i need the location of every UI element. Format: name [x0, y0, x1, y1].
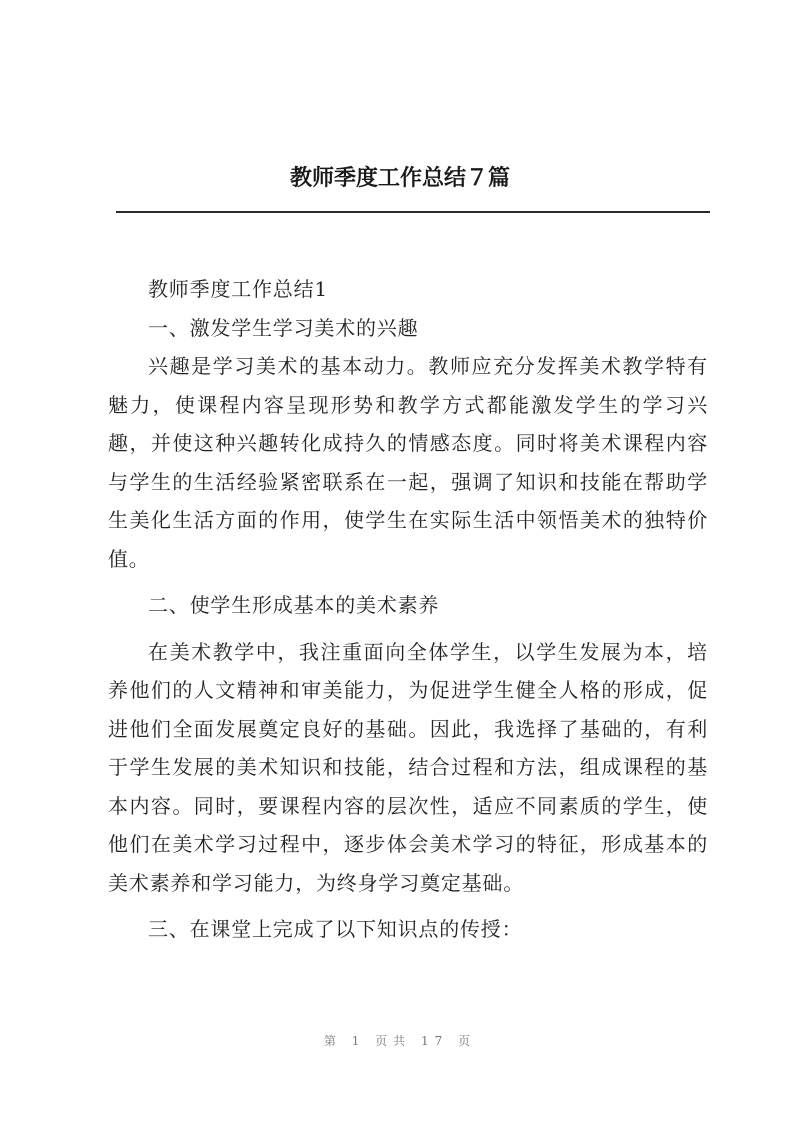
subsection-heading: 三、在课堂上完成了以下知识点的传授：: [148, 917, 523, 941]
subsection-heading: 一、激发学生学习美术的兴趣: [148, 315, 419, 340]
document-title: 教师季度工作总结７篇: [289, 165, 510, 191]
section-heading: 教师季度工作总结1: [148, 277, 328, 301]
document-body: [108, 270, 708, 949]
page-footer: 第 1 页共 17 页: [323, 1034, 477, 1048]
paragraph: 兴趣是学习美术的基本动力。教师应充分发挥美术教学特有魅力，使课程内容呈现形势和教学方式都能激发学生的学习兴趣，并使这种兴趣转化成持久的情感态度。同时将美术课程内容与学生的生活经验紧密联系在一起，强调了知识和技能在帮助学生美化生活方面的作用，使学生在实际生活中领悟美术的独特价值。: [108, 354, 708, 571]
subsection-heading: 二、使学生形成基本的美术素养: [148, 593, 440, 617]
title-underline: [116, 211, 710, 213]
paragraph: 在美术教学中，我注重面向全体学生，以学生发展为本，培养他们的人文精神和审美能力，为促进学生健全人格的形成，促进他们全面发展奠定良好的基础。因此，我选择了基础的，有利于学生发展的美术知识和技能，结合过程和方法，组成课程的基本内容。同时，要课程内容的层次性，适应不同素质的学生，使他们在美术学习过程中，逐步体会美术学习的特征，形成基本的美术素养和学习能力，为终身学习奠定基础。: [108, 639, 708, 895]
